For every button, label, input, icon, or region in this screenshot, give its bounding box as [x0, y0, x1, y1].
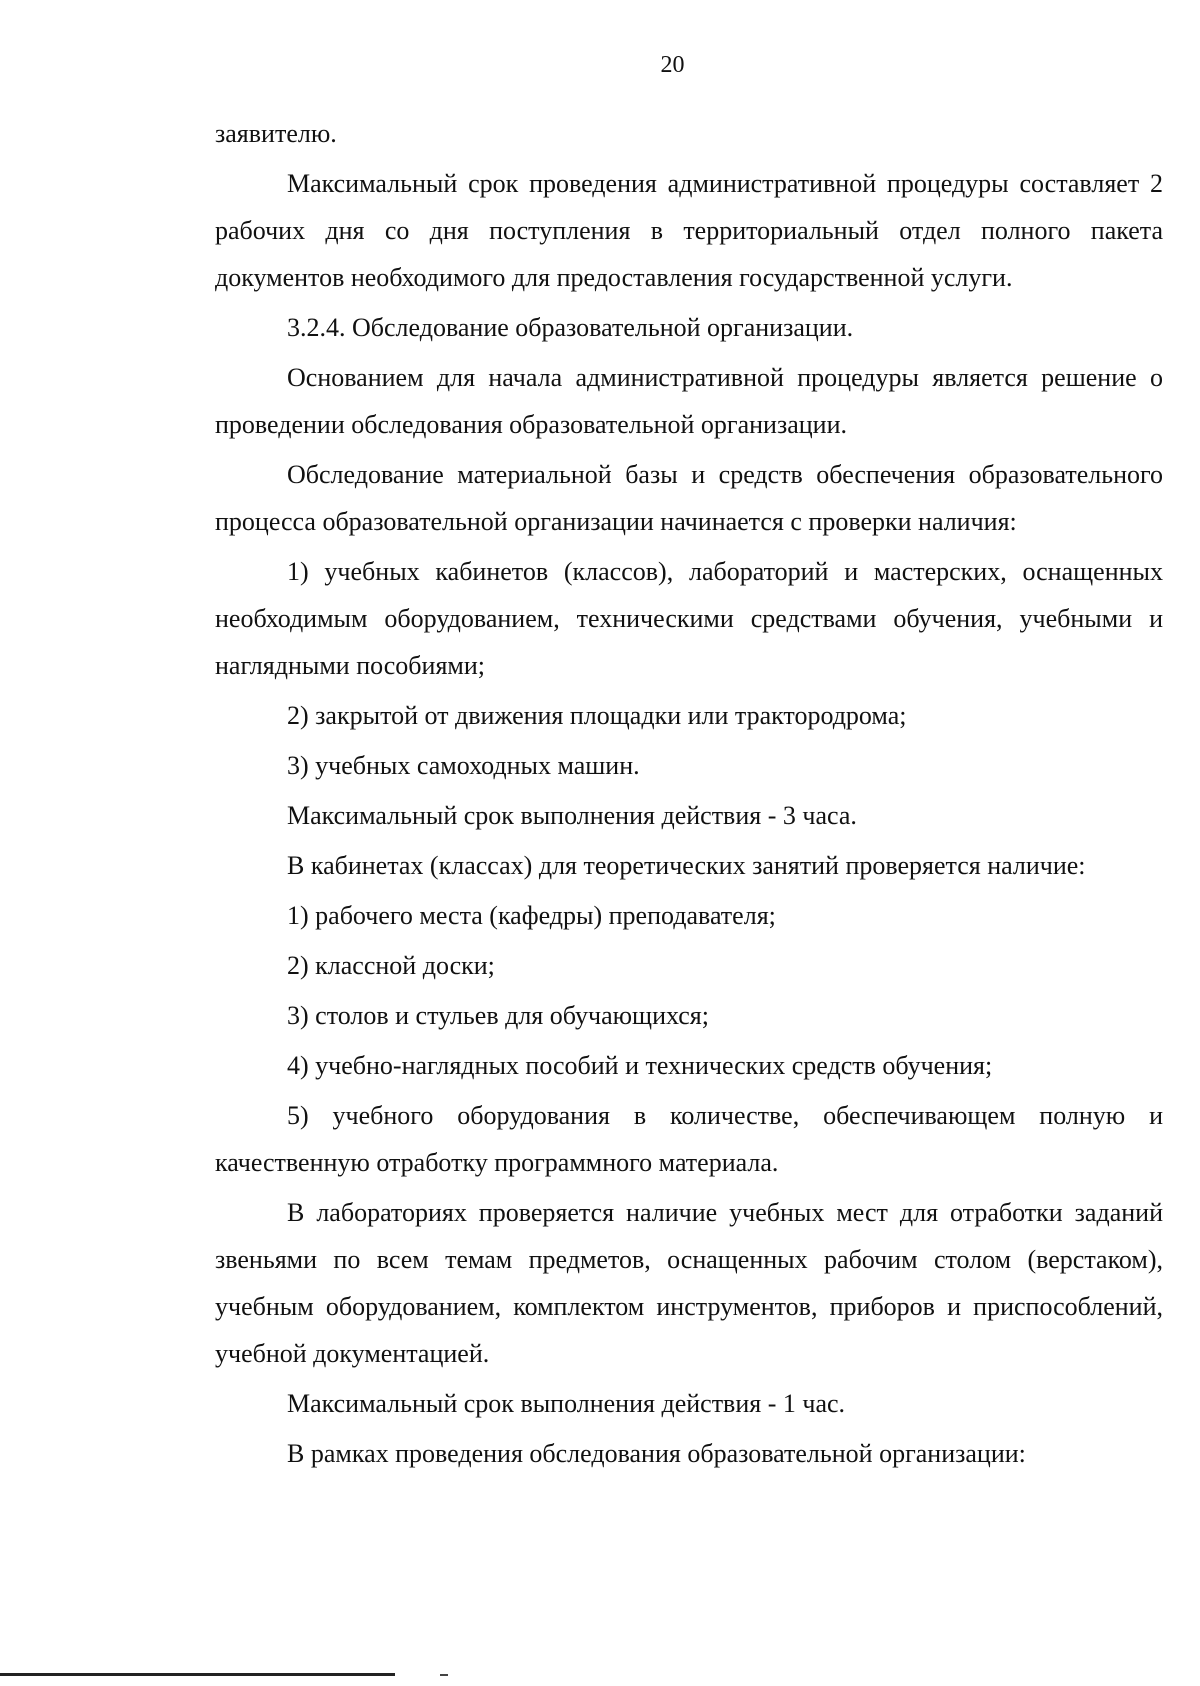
list-item-teacher-place: 1) рабочего места (кафедры) преподавателя; — [287, 901, 776, 930]
list-item-training-equipment: 5) учебного оборудования в количестве, обеспечивающем полную и качественную отработку программного материала. — [215, 1101, 1163, 1177]
footnote-divider — [0, 1673, 395, 1676]
list-item-blackboard: 2) классной доски; — [287, 951, 495, 980]
document-body — [215, 110, 1163, 1480]
scan-mark — [440, 1674, 448, 1676]
paragraph-basis-for-procedure: Основанием для начала административной процедуры является решение о проведении обследования образовательной организации. — [215, 363, 1163, 439]
paragraph-max-term-3-hours: Максимальный срок выполнения действия - 3 часа. — [287, 801, 857, 830]
list-item-training-machines: 3) учебных самоходных машин. — [287, 751, 640, 780]
paragraph-laboratories-check: В лабораториях проверяется наличие учебных мест для отработки заданий звеньями по всем темам предметов, оснащенных рабочим столом (верстаком), учебным оборудованием, комплектом инструментов, приборов и приспособлений, учебной документацией. — [215, 1198, 1163, 1368]
list-item-desks-chairs: 3) столов и стульев для обучающихся; — [287, 1001, 709, 1030]
list-item-classrooms: 1) учебных кабинетов (классов), лабораторий и мастерских, оснащенных необходимым оборудованием, техническими средствами обучения, учебными и наглядными пособиями; — [215, 557, 1163, 680]
paragraph-max-term-procedure: Максимальный срок проведения административной процедуры составляет 2 рабочих дня со дня поступления в территориальный отдел полного пакета документов необходимого для предоставления государственной услуги. — [215, 169, 1163, 292]
paragraph-within-inspection: В рамках проведения обследования образовательной организации: — [287, 1439, 1026, 1468]
paragraph-max-term-1-hour: Максимальный срок выполнения действия - 1 час. — [287, 1389, 846, 1418]
paragraph-applicant-continuation: заявителю. — [215, 119, 337, 148]
list-item-visual-aids: 4) учебно-наглядных пособий и технических средств обучения; — [287, 1051, 993, 1080]
section-heading-3-2-4: 3.2.4. Обследование образовательной организации. — [287, 313, 854, 342]
list-item-closed-site: 2) закрытой от движения площадки или трактородрома; — [287, 701, 907, 730]
paragraph-theory-classrooms-check: В кабинетах (классах) для теоретических занятий проверяется наличие: — [287, 851, 1086, 880]
paragraph-inspection-start: Обследование материальной базы и средств обеспечения образовательного процесса образовательной организации начинается с проверки наличия: — [215, 460, 1163, 536]
page-number: 20 — [660, 52, 685, 78]
